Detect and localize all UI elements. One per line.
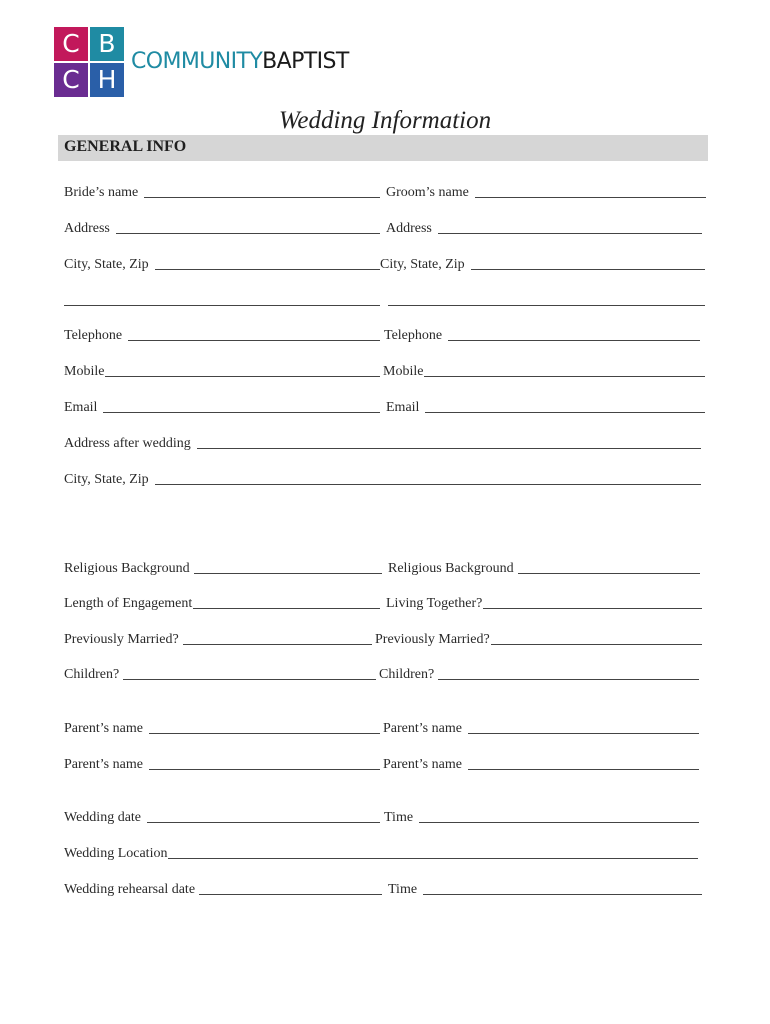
groom-previously-married-line[interactable] <box>491 643 702 645</box>
groom-address-field[interactable] <box>386 221 702 237</box>
groom-religious-background-label: Religious Background <box>388 561 514 576</box>
bride-parent-name-label-1: Parent’s name <box>64 721 143 736</box>
logo-cell-c1: C <box>54 27 88 61</box>
groom-mobile-label: Mobile <box>383 364 424 379</box>
rehearsal-date-label: Wedding rehearsal date <box>64 882 196 897</box>
bride-city-label: City, State, Zip <box>64 257 149 272</box>
living-together-label: Living Together? <box>386 596 483 611</box>
bride-parent-name-line-1[interactable] <box>149 732 380 734</box>
after-wedding-city-line[interactable] <box>155 483 701 485</box>
after-wedding-city-field[interactable] <box>64 472 701 488</box>
wedding-date-line[interactable] <box>147 821 380 823</box>
wedding-date-field[interactable] <box>64 810 380 826</box>
brides-name-label: Bride’s name <box>64 185 139 200</box>
bride-parent-name-line-2[interactable] <box>149 768 380 770</box>
groom-parent-name-field-2[interactable] <box>383 757 699 773</box>
living-together-line[interactable] <box>483 607 702 609</box>
church-name-part1: COMMUNITY <box>131 49 263 74</box>
groom-email-line[interactable] <box>425 411 705 413</box>
groom-children-field[interactable] <box>379 667 699 683</box>
address-after-wedding-field[interactable] <box>64 436 701 452</box>
logo-cell-c2: C <box>54 63 88 97</box>
bride-email-line[interactable] <box>103 411 380 413</box>
address-after-wedding-label: Address after wedding <box>64 436 191 451</box>
bride-telephone-line[interactable] <box>128 339 380 341</box>
bride-religious-background-field[interactable] <box>64 561 382 577</box>
groom-city-field[interactable] <box>380 257 705 273</box>
groom-parent-name-label-2: Parent’s name <box>383 757 462 772</box>
bride-mobile-line[interactable] <box>105 375 380 377</box>
address-after-wedding-line[interactable] <box>197 447 701 449</box>
groom-telephone-field[interactable] <box>384 328 700 344</box>
groom-city-line[interactable] <box>471 268 705 270</box>
bride-parent-name-field-2[interactable] <box>64 757 380 773</box>
bride-email-label: Email <box>64 400 98 415</box>
groom-address-line-2[interactable] <box>388 305 705 306</box>
groom-telephone-line[interactable] <box>448 339 700 341</box>
groom-address-label: Address <box>386 221 432 236</box>
bride-children-line[interactable] <box>123 678 376 680</box>
bride-address-field[interactable] <box>64 221 380 237</box>
document-title-text: Wedding Information <box>278 107 492 134</box>
bride-address-line[interactable] <box>116 232 380 234</box>
brides-name-line[interactable] <box>144 196 380 198</box>
bride-previously-married-line[interactable] <box>183 643 372 645</box>
wedding-date-label: Wedding date <box>64 810 142 825</box>
groom-previously-married-field[interactable] <box>375 632 702 648</box>
grooms-name-label: Groom’s name <box>386 185 469 200</box>
groom-address-line[interactable] <box>438 232 702 234</box>
logo-cell-b: B <box>90 27 124 61</box>
bride-children-label: Children? <box>64 667 120 682</box>
groom-city-label: City, State, Zip <box>380 257 465 272</box>
length-of-engagement-label: Length of Engagement <box>64 596 193 611</box>
bride-religious-background-line[interactable] <box>194 572 382 574</box>
rehearsal-time-line[interactable] <box>423 893 702 895</box>
bride-children-field[interactable] <box>64 667 376 683</box>
living-together-field[interactable] <box>386 596 702 612</box>
wedding-time-label: Time <box>384 810 414 825</box>
length-of-engagement-field[interactable] <box>64 596 380 612</box>
wedding-time-line[interactable] <box>419 821 699 823</box>
groom-children-line[interactable] <box>438 678 699 680</box>
grooms-name-field[interactable] <box>386 185 706 201</box>
bride-email-field[interactable] <box>64 400 380 416</box>
brides-name-field[interactable] <box>64 185 380 201</box>
bride-city-line[interactable] <box>155 268 380 270</box>
section-label-general-info: GENERAL INFO <box>64 138 187 155</box>
document-title <box>0 107 770 135</box>
bride-telephone-field[interactable] <box>64 328 380 344</box>
bride-previously-married-field[interactable] <box>64 632 372 648</box>
length-of-engagement-line[interactable] <box>193 607 380 609</box>
groom-telephone-label: Telephone <box>384 328 443 343</box>
bride-city-field[interactable] <box>64 257 380 273</box>
groom-parent-name-label-1: Parent’s name <box>383 721 462 736</box>
bride-address-label: Address <box>64 221 110 236</box>
grooms-name-line[interactable] <box>475 196 706 198</box>
church-logo <box>54 27 126 99</box>
groom-mobile-line[interactable] <box>424 375 705 377</box>
logo-cell-h: H <box>90 63 124 97</box>
bride-mobile-label: Mobile <box>64 364 105 379</box>
bride-parent-name-label-2: Parent’s name <box>64 757 143 772</box>
after-wedding-city-label: City, State, Zip <box>64 472 149 487</box>
bride-address-line-2[interactable] <box>64 305 380 306</box>
wedding-location-line[interactable] <box>168 857 698 859</box>
wedding-location-label: Wedding Location <box>64 846 168 861</box>
church-name-part2: BAPTIST <box>262 49 349 74</box>
groom-children-label: Children? <box>379 667 435 682</box>
bride-telephone-label: Telephone <box>64 328 123 343</box>
groom-religious-background-line[interactable] <box>518 572 700 574</box>
groom-previously-married-label: Previously Married? <box>375 632 490 647</box>
rehearsal-time-label: Time <box>388 882 418 897</box>
groom-email-field[interactable] <box>386 400 705 416</box>
rehearsal-date-line[interactable] <box>199 893 382 895</box>
groom-parent-name-line-1[interactable] <box>468 732 699 734</box>
groom-religious-background-field[interactable] <box>388 561 700 577</box>
rehearsal-date-field[interactable] <box>64 882 382 898</box>
rehearsal-time-field[interactable] <box>388 882 702 898</box>
bride-previously-married-label: Previously Married? <box>64 632 179 647</box>
bride-religious-background-label: Religious Background <box>64 561 190 576</box>
church-name <box>131 49 349 74</box>
groom-parent-name-line-2[interactable] <box>468 768 699 770</box>
groom-parent-name-field-1[interactable] <box>383 721 699 737</box>
bride-mobile-field[interactable] <box>64 364 380 380</box>
bride-parent-name-field-1[interactable] <box>64 721 380 737</box>
wedding-time-field[interactable] <box>384 810 699 826</box>
groom-mobile-field[interactable] <box>383 364 705 380</box>
groom-email-label: Email <box>386 400 420 415</box>
wedding-location-field[interactable] <box>64 846 698 862</box>
